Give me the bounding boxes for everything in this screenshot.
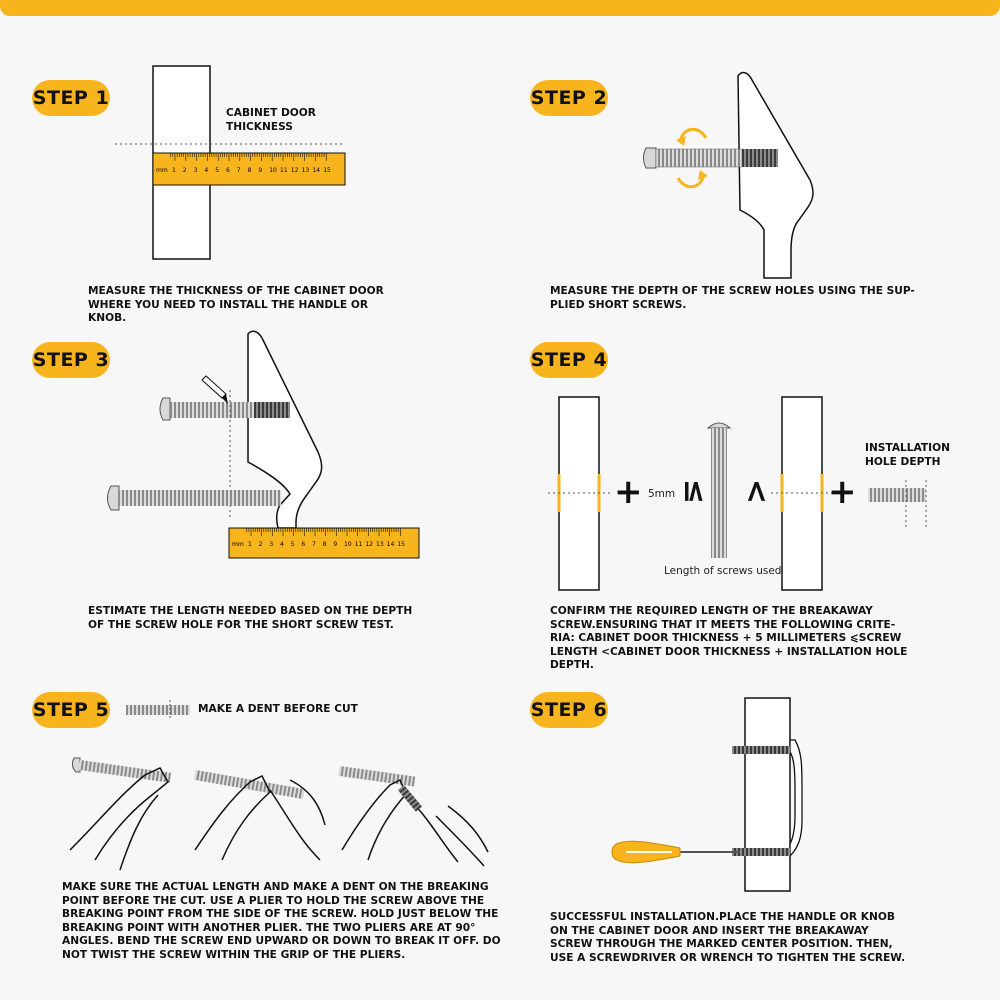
leq-sign: ≤ — [677, 478, 713, 505]
installation-hole-depth-label: INSTALLATION HOLE DEPTH — [865, 442, 950, 468]
make-dent-label: MAKE A DENT BEFORE CUT — [198, 703, 358, 715]
ruler-1-tick-label: 5 — [215, 167, 220, 174]
step-5-illustration — [70, 700, 488, 870]
ruler-1-tick-label: 2 — [182, 167, 187, 174]
vertical-screw-thread — [711, 428, 727, 558]
ruler-1 — [153, 153, 345, 185]
step-5-text: MAKE SURE THE ACTUAL LENGTH AND MAKE A DENT ON THE BREAKING POINT BEFORE THE CUT. USE A PLIER TO HOLD THE SCREW ABOVE THE BREAKING POINT FROM THE SIDE OF THE SCREW. HOLD JUST BELOW THE BREAKING POINT WITH ANOTHER PLIER. THE TWO PLIERS ARE AT 90° ANGLES. BEND THE SCREW END UPWARD OR DOWN TO BREAK IT OFF. DO NOT TWIST THE SCREW WITHIN THE GRIP OF THE PLIERS. — [62, 881, 501, 961]
step-6-text: SUCCESSFUL INSTALLATION.PLACE THE HANDLE OR KNOB ON THE CABINET DOOR AND INSERT THE BREAKAWAY SCREW THROUGH THE MARKED CENTER POSITION. THEN, USE A SCREWDRIVER OR WRENCH TO TIGHTEN THE SCREW. — [550, 911, 906, 964]
step-4-badge: STEP 4 — [530, 342, 608, 378]
installed-screw-bottom — [732, 848, 790, 856]
step-2-text: MEASURE THE DEPTH OF THE SCREW HOLES USING THE SUP- PLIED SHORT SCREWS. — [550, 285, 915, 311]
installed-screw-top — [732, 746, 790, 754]
step-3-badge: STEP 3 — [32, 342, 110, 378]
ruler-1-tick-label: 11 — [280, 167, 288, 174]
ruler-1-tick-label: 4 — [204, 167, 209, 174]
cabinet-door-thickness-label: CABINET DOOR THICKNESS — [226, 107, 316, 133]
step-3-text: ESTIMATE THE LENGTH NEEDED BASED ON THE DEPTH OF THE SCREW HOLE FOR THE SHORT SCREW TEST. — [88, 605, 413, 631]
plier-1 — [70, 768, 168, 860]
five-mm-label: 5mm — [648, 488, 676, 500]
ruler-3-tick-label: 7 — [312, 541, 316, 548]
step-6-badge: STEP 6 — [530, 692, 608, 728]
ruler-1-unit-label: mm — [156, 167, 168, 174]
ruler-1-tick-label: 14 — [312, 167, 321, 174]
installed-handle — [790, 740, 802, 856]
long-screw-head — [108, 486, 120, 510]
ruler-1-tick-label: 10 — [269, 167, 277, 174]
ruler-1-tick-label: 9 — [258, 167, 263, 174]
cabinet-handle-profile — [738, 73, 813, 278]
ruler-3-tick-label: 9 — [333, 541, 338, 548]
dent-screw-icon — [126, 705, 190, 715]
plier-3 — [342, 780, 406, 860]
ruler-3-tick-label: 2 — [258, 541, 263, 548]
ruler-1-tick-label: 12 — [290, 167, 299, 174]
step-2-badge: STEP 2 — [530, 80, 608, 116]
ruler-1-tick-label: 7 — [236, 167, 241, 174]
plier-4 — [436, 806, 488, 866]
pencil-icon — [202, 376, 226, 398]
step-1-illustration — [115, 66, 345, 259]
ruler-3-tick-label: 12 — [365, 541, 373, 548]
plier-screw-1 — [79, 760, 171, 783]
long-screw-thread — [119, 490, 281, 506]
ruler-1-tick-label: 3 — [193, 167, 198, 174]
step-3-illustration — [108, 331, 420, 558]
screw-length-caption: Length of screws used — [664, 565, 782, 577]
ruler-1-tick-label: 8 — [247, 167, 252, 174]
cabinet-door-6 — [745, 698, 790, 891]
ruler-1-tick-label: 13 — [301, 167, 310, 174]
ruler-3-tick-label: 6 — [301, 541, 306, 548]
short-screw-thread — [656, 149, 742, 167]
ruler-3-tick-label: 10 — [344, 541, 352, 548]
vertical-screw-head — [708, 423, 730, 428]
ruler-3-tick-label: 8 — [322, 541, 327, 548]
installation-depth-screw — [868, 488, 926, 502]
lt-sign: < — [739, 478, 775, 505]
test-screw-head — [160, 398, 170, 420]
step-1-text: MEASURE THE THICKNESS OF THE CABINET DOOR WHERE YOU NEED TO INSTALL THE HANDLE OR KNOB. — [88, 285, 384, 325]
ruler-3-tick-label: 1 — [248, 541, 252, 548]
plus-sign-1: + — [614, 472, 643, 512]
step-5-badge: STEP 5 — [32, 692, 110, 728]
ruler-3-tick-label: 14 — [386, 541, 395, 548]
ruler-3-tick-label: 3 — [269, 541, 274, 548]
step-2-illustration — [644, 73, 813, 278]
step-4-text: CONFIRM THE REQUIRED LENGTH OF THE BREAKAWAY SCREW.ENSURING THAT IT MEETS THE FOLLOWING CRITE- RIA: CABINET DOOR THICKNESS + 5 MILLIMETERS ⩽SCREW LENGTH <CABINET DOOR THICKNESS + INSTALLATION HOLE DEPTH. — [550, 605, 908, 672]
step-6-illustration — [612, 698, 802, 891]
ruler-1-tick-label: 6 — [226, 167, 230, 174]
ruler-3-unit-label: mm — [232, 541, 244, 548]
ruler-3-tick-label: 13 — [376, 541, 384, 548]
ruler-3-tick-label: 5 — [290, 541, 295, 548]
plier-screw-3 — [339, 766, 416, 786]
short-screw-thread-inserted — [742, 149, 778, 167]
test-screw-thread — [170, 402, 254, 418]
ruler-3-tick-label: 11 — [354, 541, 363, 548]
step-4-illustration — [548, 397, 926, 590]
ruler-1-tick-label: 15 — [323, 167, 331, 174]
short-screw-head — [644, 148, 657, 168]
plier-screw-2 — [194, 770, 304, 799]
step-1-badge: STEP 1 — [32, 80, 110, 116]
ruler-1-tick-label: 1 — [172, 167, 176, 174]
plus-sign-2: + — [828, 472, 857, 512]
ruler-3 — [229, 528, 419, 558]
test-screw-thread-inserted — [254, 402, 290, 418]
ruler-3-tick-label: 4 — [280, 541, 284, 548]
ruler-3-tick-label: 15 — [397, 541, 405, 548]
